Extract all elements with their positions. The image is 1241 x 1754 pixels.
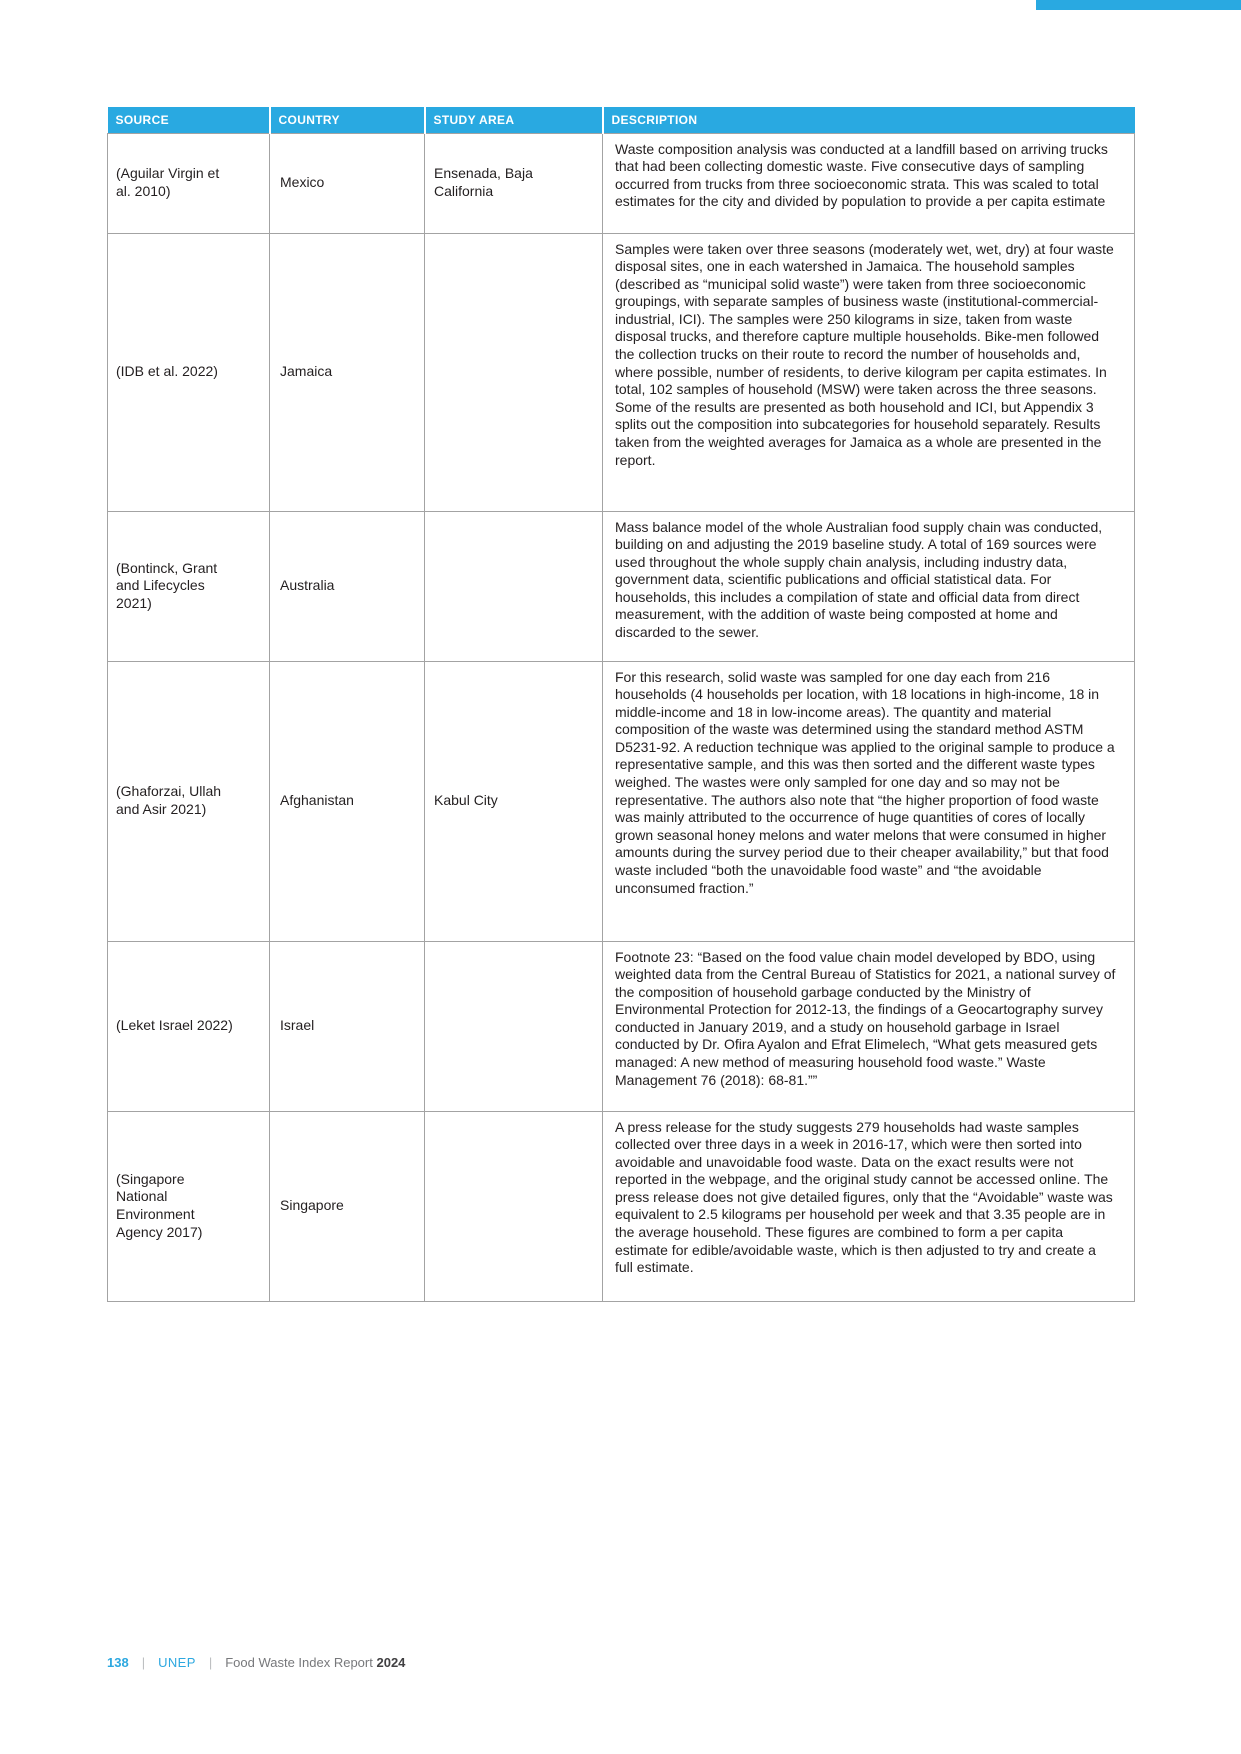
country-cell: Afghanistan: [270, 661, 425, 941]
description-cell: For this research, solid waste was sampled for one day each from 216 households (4 households per location, with 18 locations in high-income, 18 in middle-income and 18 in low-income areas). The quantity and material composition of the waste was determined using the standard method ASTM D5231-92. A reduction technique was applied to the original sample to produce a representative sample, and this was then sorted and the different waste types weighed. The wastes were only sampled for one day and so may not be representative. The authors also note that “the higher proportion of food waste was mainly attributed to the occurrence of huge quantities of cores of locally grown seasonal honey melons and water melons that were consumed in higher amounts during the survey period due to their cheaper availability,” but that food waste included “both the unavoidable food waste” and “the avoidable unconsumed fraction.”: [603, 661, 1135, 941]
description-cell: Waste composition analysis was conducted at a landfill based on arriving trucks that had been collecting domestic waste. Five consecutive days of sampling occurred from trucks from three socioeconomic strata. This was scaled to total estimates for the city and divided by population to provide a per capita estimate: [603, 133, 1135, 233]
study-area-cell: [425, 233, 603, 511]
column-header-description: DESCRIPTION: [603, 107, 1135, 133]
table-row: [108, 1111, 1135, 1301]
table-row: [108, 941, 1135, 1111]
source-cell: (IDB et al. 2022): [108, 233, 270, 511]
footer-report-title-text: Food Waste Index Report: [225, 1655, 373, 1670]
page-footer: [107, 1655, 405, 1670]
country-cell: Jamaica: [270, 233, 425, 511]
country-cell: Israel: [270, 941, 425, 1111]
column-header-source: SOURCE: [108, 107, 270, 133]
table-header-row: [108, 107, 1135, 133]
column-header-study-area: STUDY AREA: [425, 107, 603, 133]
methodology-sources-table: [107, 107, 1135, 1302]
source-cell: (Aguilar Virgin et al. 2010): [108, 133, 270, 233]
source-cell: (Bontinck, Grant and Lifecycles 2021): [108, 511, 270, 661]
footer-brand: UNEP: [158, 1655, 196, 1670]
country-cell: Australia: [270, 511, 425, 661]
study-area-cell: Ensenada, Baja California: [425, 133, 603, 233]
page-number: 138: [107, 1655, 129, 1670]
table-row: [108, 661, 1135, 941]
source-cell: (Ghaforzai, Ullah and Asir 2021): [108, 661, 270, 941]
column-header-country: COUNTRY: [270, 107, 425, 133]
country-cell: Singapore: [270, 1111, 425, 1301]
table-row: [108, 511, 1135, 661]
footer-separator: |: [208, 1655, 213, 1670]
page-corner-accent-bar: [1036, 0, 1241, 10]
study-area-cell: Kabul City: [425, 661, 603, 941]
footer-report-title: [225, 1655, 405, 1670]
footer-separator: |: [141, 1655, 146, 1670]
table-row: [108, 133, 1135, 233]
source-cell: (Singapore National Environment Agency 2017): [108, 1111, 270, 1301]
description-cell: A press release for the study suggests 279 households had waste samples collected over three days in a week in 2016-17, which were then sorted into avoidable and unavoidable food waste. Data on the exact results were not reported in the webpage, and the original study cannot be accessed online. The press release does not give detailed figures, only that the “Avoidable” waste was equivalent to 2.5 kilograms per household per week and that 3.35 people are in the average household. These figures are combined to form a per capita estimate for edible/avoidable waste, which is then adjusted to try and create a full estimate.: [603, 1111, 1135, 1301]
description-cell: Footnote 23: “Based on the food value chain model developed by BDO, using weighted data from the Central Bureau of Statistics for 2021, a national survey of the composition of household garbage conducted by the Ministry of Environmental Protection for 2012-13, the findings of a Geocartography survey conducted in January 2019, and a study on household garbage in Israel conducted by Dr. Ofira Ayalon and Efrat Elimelech, “What gets measured gets managed: A new method of measuring household food waste.” Waste Management 76 (2018): 68-81.””: [603, 941, 1135, 1111]
description-cell: Samples were taken over three seasons (moderately wet, wet, dry) at four waste disposal sites, one in each watershed in Jamaica. The household samples (described as “municipal solid waste”) were taken from three socioeconomic groupings, with separate samples of business waste (institutional-commercial-industrial, ICI). The samples were 250 kilograms in size, taken from waste disposal trucks, and therefore capture multiple households. Bike-men followed the collection trucks on their route to record the number of households and, where possible, number of residents, to derive kilogram per capita estimates. In total, 102 samples of household (MSW) were taken across the three seasons. Some of the results are presented as both household and ICI, but Appendix 3 splits out the composition into subcategories for household separately. Results taken from the weighted averages for Jamaica as a whole are presented in the report.: [603, 233, 1135, 511]
description-cell: Mass balance model of the whole Australian food supply chain was conducted, building on and adjusting the 2019 baseline study. A total of 169 sources were used throughout the whole supply chain analysis, including industry data, government data, scientific publications and official statistical data. For households, this includes a compilation of state and official data from direct measurement, with the addition of waste being composted at home and discarded to the sewer.: [603, 511, 1135, 661]
table-row: [108, 233, 1135, 511]
study-area-cell: [425, 511, 603, 661]
table-header: [108, 107, 1135, 133]
source-cell: (Leket Israel 2022): [108, 941, 270, 1111]
country-cell: Mexico: [270, 133, 425, 233]
study-area-cell: [425, 941, 603, 1111]
footer-report-year: 2024: [376, 1655, 406, 1670]
study-area-cell: [425, 1111, 603, 1301]
